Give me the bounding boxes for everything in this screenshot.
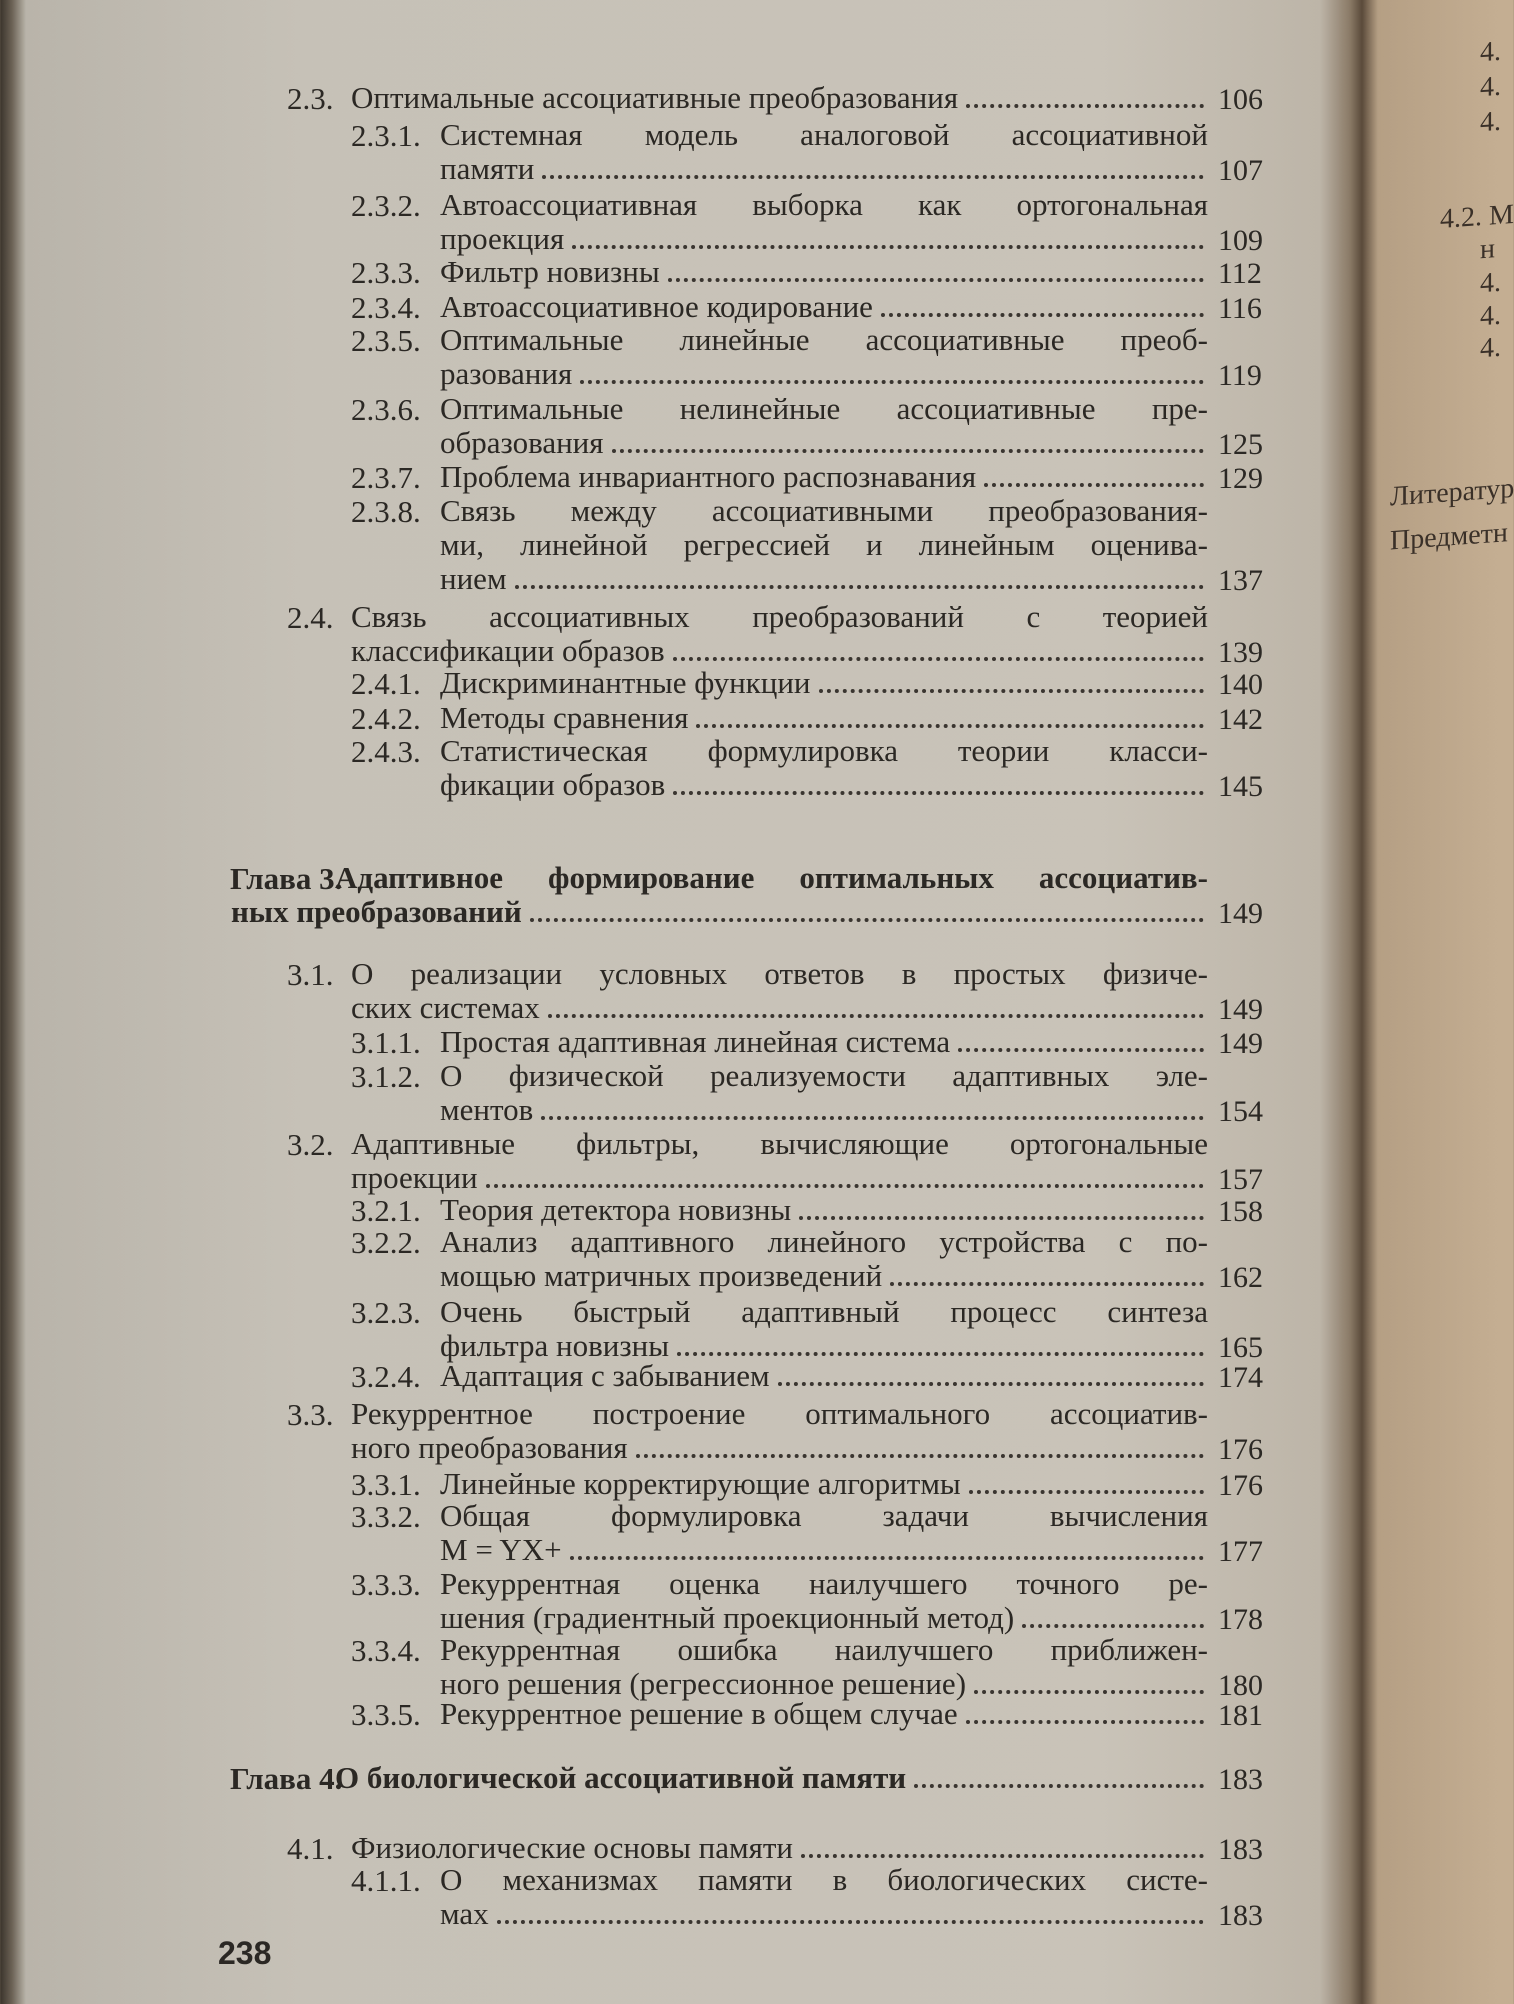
dot-leader (572, 225, 1204, 249)
toc-entry-number: 2.3.4. (351, 289, 421, 325)
toc-entry-title: Линейные корректирующие алгоритмы (440, 1466, 961, 1502)
toc-entry-title: О механизмах памяти в биологических систе- (440, 1861, 1208, 1897)
dot-leader (799, 1196, 1204, 1220)
toc-entry-number: Глава 3. (230, 861, 343, 897)
toc-page-number: 145 (1218, 769, 1263, 803)
dot-leader (966, 84, 1204, 108)
toc-entry-number: 2.4.3. (351, 733, 421, 769)
toc-entry-title: Методы сравнения (440, 699, 689, 735)
toc-page-number: 106 (1218, 82, 1263, 116)
toc-page-number: 142 (1218, 702, 1263, 736)
dot-leader (1022, 1604, 1204, 1628)
toc-page-number: 176 (1218, 1469, 1263, 1503)
facing-page-text: 4. (1480, 332, 1501, 365)
facing-page-text: 4. (1480, 299, 1501, 332)
toc-page-number: 149 (1218, 1026, 1263, 1060)
toc-entry-title: образования (440, 424, 604, 460)
toc-entry-title: классификации образов (351, 632, 665, 668)
toc-entry-title: проекции (351, 1159, 478, 1195)
toc-entry-title: шения (градиентный проекционный метод) (440, 1599, 1015, 1635)
dot-leader (696, 704, 1204, 728)
toc-entry-title: Физиологические основы памяти (351, 1829, 794, 1865)
toc-entry-number: 2.4. (287, 599, 334, 635)
dot-leader (819, 669, 1204, 693)
toc-page-number: 149 (1218, 993, 1263, 1026)
toc-entry-title: разования (440, 356, 573, 392)
toc-page-number: 107 (1218, 153, 1263, 187)
dot-leader (974, 1670, 1204, 1694)
toc-page-number: 137 (1218, 563, 1263, 597)
toc-entry-title: ных преобразований (231, 894, 522, 930)
toc-page-number: 165 (1218, 1331, 1263, 1364)
toc-entry-title: Связь ассоциативных преобразований с теорией (351, 598, 1208, 634)
toc-entry-number: 3.2. (287, 1126, 334, 1162)
toc-page-number: 183 (1218, 1832, 1263, 1866)
toc-entry-number: 4.1.1. (351, 1862, 421, 1898)
toc-entry-number: 3.2.3. (351, 1295, 421, 1330)
toc-entry-title: О физической реализуемости адаптивных эле- (440, 1058, 1208, 1094)
dot-leader (548, 994, 1204, 1018)
toc-entry-title: фикации образов (440, 766, 666, 802)
toc-entry-number: 3.1. (287, 957, 334, 992)
toc-entry-title: Теория детектора новизны (440, 1191, 792, 1227)
toc-entry-number: 3.1.2. (351, 1059, 421, 1095)
toc-entry-number: Глава 4. (230, 1760, 343, 1796)
dot-leader (677, 1332, 1204, 1356)
toc-entry-number: 3.3.1. (351, 1467, 421, 1503)
toc-entry-title: Адаптация с забыванием (440, 1357, 770, 1393)
toc-page-number: 116 (1218, 291, 1262, 325)
toc-entry-title: О реализации условных ответов в простых физиче- (351, 956, 1208, 991)
toc-entry-title: Оптимальные нелинейные ассоциативные пре- (440, 390, 1208, 426)
toc-entry-title: ментов (440, 1092, 534, 1128)
facing-page-text: н (1480, 233, 1495, 266)
toc-page-number: 180 (1218, 1669, 1263, 1703)
toc-entry-title: ного решения (регрессионное решение) (440, 1666, 967, 1702)
dot-leader (673, 637, 1204, 661)
toc-entry-number: 2.3.6. (351, 391, 421, 427)
toc-entry-number: 3.3.3. (351, 1566, 421, 1602)
toc-entry-number: 2.3. (287, 80, 334, 116)
toc-entry-number: 2.3.1. (351, 117, 421, 153)
facing-page-fragment (1380, 0, 1514, 2004)
toc-page-number: 112 (1218, 257, 1262, 291)
toc-page-number: 183 (1218, 1762, 1263, 1796)
dot-leader (486, 1164, 1204, 1188)
toc-entry-title: нием (440, 560, 507, 596)
toc-entry-title: Рекуррентное решение в общем случае (440, 1695, 958, 1731)
toc-entry-title: Фильтр новизны (440, 254, 660, 290)
toc-entry-title: Дискриминантные функции (440, 665, 811, 701)
toc-entry-title: мах (440, 1895, 489, 1931)
toc-entry-title: Проблема инвариантного распознавания (440, 458, 977, 494)
toc-entry-title: Автоассоциативная выборка как ортогональная (440, 186, 1208, 222)
toc-page-number: 149 (1218, 897, 1263, 931)
toc-entry-title: Системная модель аналоговой ассоциативной (440, 116, 1208, 152)
toc-entry-title: памяти (440, 150, 535, 186)
dot-leader (914, 1764, 1204, 1788)
toc-entry-title: ских системах (351, 990, 540, 1025)
toc-entry-number: 3.3.2. (351, 1499, 421, 1535)
toc-entry-title: Простая адаптивная линейная система (440, 1023, 951, 1059)
toc-entry-number: 2.3.5. (351, 323, 421, 359)
toc-entry-title: M = YX+ (440, 1532, 562, 1568)
dot-leader (612, 429, 1204, 453)
toc-entry-title: Рекуррентная оценка наилучшего точного ре- (440, 1565, 1208, 1601)
toc-entry-number: 2.3.2. (351, 187, 421, 223)
toc-page-number: 181 (1218, 1698, 1263, 1732)
dot-leader (958, 1028, 1204, 1052)
toc-entry-title: мощью матричных произведений (440, 1257, 883, 1293)
toc-entry-title: Рекуррентное построение оптимального ассоциатив- (351, 1396, 1208, 1432)
toc-entry-title: Оптимальные линейные ассоциативные преоб- (440, 322, 1208, 358)
dot-leader (541, 1096, 1204, 1120)
dot-leader (890, 1262, 1204, 1286)
toc-entry-number: 3.3. (287, 1397, 334, 1433)
toc-page-number: 129 (1218, 461, 1263, 495)
facing-page-text: 4. (1480, 70, 1501, 103)
toc-entry-title: Оптимальные ассоциативные преобразования (351, 79, 959, 115)
toc-page-number: 158 (1218, 1194, 1263, 1228)
dot-leader (966, 1700, 1204, 1724)
toc-entry-title: фильтра новизны (440, 1328, 670, 1363)
page-number: 238 (218, 1935, 272, 1971)
toc-entry-title: Автоассоциативное кодирование (440, 288, 873, 324)
toc-entry-title: Статистическая формулировка теории класси- (440, 732, 1208, 768)
toc-entry-title: Связь между ассоциативными преобразования- (440, 492, 1208, 528)
toc-entry-number: 2.4.1. (351, 666, 421, 702)
toc-entry-title: Рекуррентная ошибка наилучшего приближен- (440, 1632, 1208, 1668)
toc-entry-number: 2.3.3. (351, 255, 421, 291)
toc-page-number: 140 (1218, 668, 1263, 702)
dot-leader (668, 258, 1204, 282)
toc-entry-number: 2.3.7. (351, 459, 421, 495)
dot-leader (969, 1470, 1204, 1494)
toc-entry-title: Адаптивное формирование оптимальных ассоциатив- (335, 860, 1208, 896)
toc-page-number: 174 (1218, 1360, 1263, 1394)
toc-entry-number: 2.4.2. (351, 700, 421, 736)
toc-entry-title: Анализ адаптивного линейного устройства с по- (440, 1223, 1208, 1259)
toc-entry-number: 3.3.4. (351, 1633, 421, 1669)
toc-entry-title: О биологической ассоциативной памяти (335, 1759, 907, 1795)
toc-page-number: 183 (1218, 1898, 1263, 1932)
toc-page-number: 154 (1218, 1095, 1263, 1129)
toc-entry-number: 2.3.8. (351, 493, 421, 529)
facing-page-text: 4.2. М (1440, 198, 1514, 236)
toc-entry-title: Адаптивные фильтры, вычисляющие ортогональные (351, 1125, 1208, 1161)
toc-page-number: 157 (1218, 1162, 1263, 1196)
toc-entry-title: Общая формулировка задачи вычисления (440, 1498, 1208, 1534)
facing-page-text: 4. (1480, 35, 1501, 69)
dot-leader (570, 1536, 1204, 1560)
dot-leader (778, 1362, 1204, 1386)
toc-page-number: 177 (1218, 1535, 1263, 1569)
toc-page-number: 109 (1218, 223, 1263, 257)
dot-leader (673, 771, 1204, 795)
toc-entry-number: 3.2.1. (351, 1192, 421, 1228)
dot-leader (881, 293, 1204, 317)
dot-leader (530, 898, 1204, 922)
toc-entry-number: 3.3.5. (351, 1696, 421, 1732)
dot-leader (542, 155, 1204, 179)
dot-leader (515, 565, 1204, 589)
dot-leader (801, 1834, 1204, 1858)
toc-page-number: 119 (1218, 359, 1262, 393)
dot-leader (636, 1434, 1204, 1458)
toc-page-number: 125 (1218, 427, 1263, 461)
toc-entry-title: ми, линейной регрессией и линейным оценива- (440, 526, 1208, 562)
facing-page-text: 4. (1480, 105, 1501, 138)
toc-entry-number: 4.1. (287, 1830, 334, 1866)
toc-entry-title: ного преобразования (351, 1430, 628, 1466)
toc-page-number: 176 (1218, 1433, 1263, 1467)
facing-page-text: 4. (1480, 266, 1501, 299)
toc-page-number: 139 (1218, 635, 1263, 669)
toc-page-number: 162 (1218, 1260, 1263, 1294)
toc-page-number: 178 (1218, 1602, 1263, 1636)
dot-leader (984, 463, 1204, 487)
toc-entry-number: 3.2.4. (351, 1358, 421, 1394)
toc-entry-title: Очень быстрый адаптивный процесс синтеза (440, 1294, 1208, 1329)
toc-entry-number: 3.2.2. (351, 1224, 421, 1260)
toc-entry-title: проекция (440, 220, 565, 256)
facing-page-text: Литератур (1390, 472, 1514, 513)
dot-leader (580, 360, 1204, 384)
toc-entry-number: 3.1.1. (351, 1024, 421, 1060)
facing-page-text: Предметн (1390, 517, 1508, 557)
dot-leader (497, 1900, 1204, 1924)
